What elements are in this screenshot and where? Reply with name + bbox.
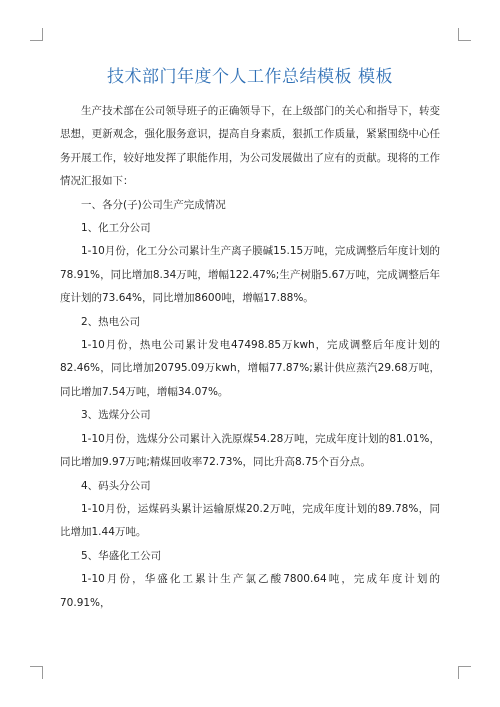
paragraph-chemical: 1-10月份，化工分公司累计生产离子膜碱15.15万吨，完成调整后年度计划的78.91%，同比增加8.34万吨，增幅122.47%;生产树脂5.67万吨，完成调整后年度计划的73.64%，同比增加8600吨，增幅17.88%。: [60, 245, 440, 305]
paragraph-intro: 生产技术部在公司领导班子的正确领导下，在上级部门的关心和指导下，转变思想，更新观念，强化服务意识，提高自身素质，狠抓工作质量，紧紧围绕中心任务开展工作，较好地发挥了职能作用，为公司发展做出了应有的贡献。现将的工作情况汇报如下：: [60, 105, 440, 188]
subsection-heading-power: 2、热电公司: [81, 315, 141, 328]
paragraph-coal-washing: 1-10月份，选煤分公司累计入洗原煤54.28万吨，完成年度计划的81.01%，同比增加9.97万吨;精煤回收率72.73%，同比升高8.75个百分点。: [60, 432, 440, 469]
subsection-heading-coal-washing: 3、选煤分公司: [81, 409, 151, 422]
paragraph-power: 1-10月份，热电公司累计发电47498.85万kwh，完成调整后年度计划的82.46%，同比增加20795.09万kwh，增幅77.87%;累计供应蒸汽29.68万吨，同比增加7.54万吨，增幅34.07%。: [60, 339, 440, 398]
document-title: 技术部门年度个人工作总结模板 模板: [107, 67, 393, 87]
crop-mark-bottom-left: [30, 666, 43, 679]
subsection-heading-huasheng: 5、华盛化工公司: [81, 549, 162, 562]
crop-mark-bottom-right: [458, 666, 471, 679]
document-body: [60, 100, 440, 615]
subsection-heading-chemical: 1、化工分公司: [81, 222, 151, 235]
crop-mark-top-left: [30, 28, 43, 41]
subsection-heading-dock: 4、码头分公司: [81, 479, 151, 492]
paragraph-huasheng: 1-10月份，华盛化工累计生产氯乙酸7800.64吨，完成年度计划的70.91%，: [60, 573, 440, 609]
paragraph-dock: 1-10月份，运煤码头累计运输原煤20.2万吨，完成年度计划的89.78%，同比增加1.44万吨。: [60, 502, 440, 539]
section-heading: 一、各分(子)公司生产完成情况: [81, 198, 226, 211]
crop-mark-top-right: [458, 28, 471, 41]
